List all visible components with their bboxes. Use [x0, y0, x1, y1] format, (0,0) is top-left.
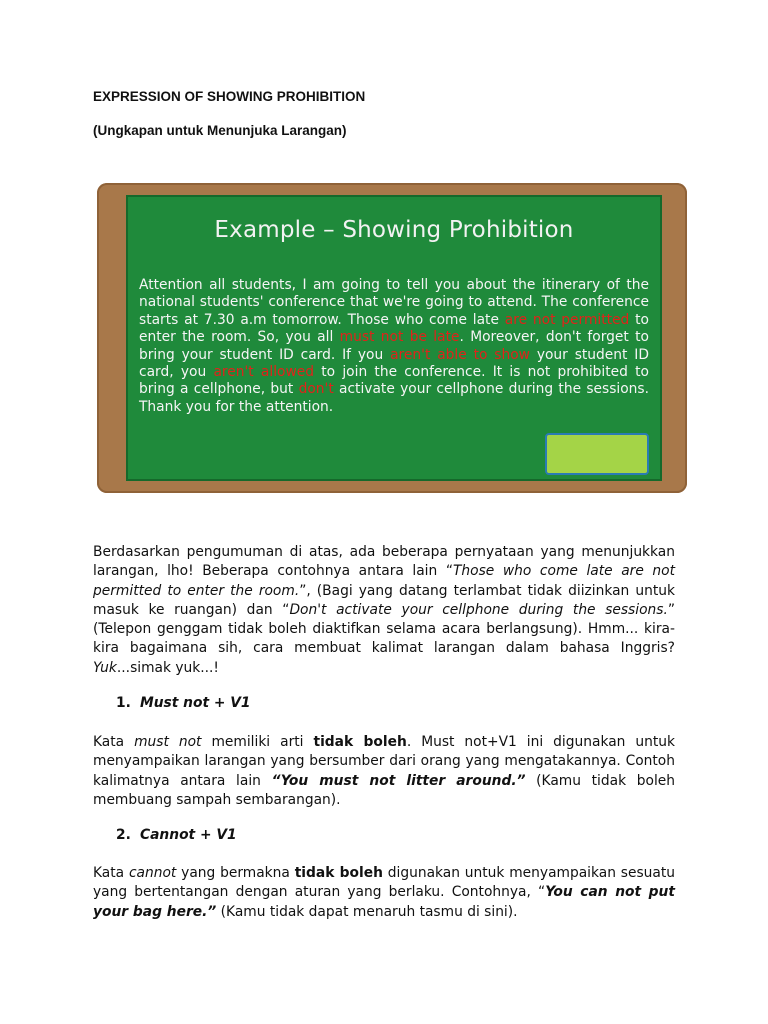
chalkboard-title: Example – Showing Prohibition	[214, 217, 574, 243]
list-number: 2.	[116, 827, 131, 843]
explanation-paragraph	[93, 543, 675, 678]
emphasized-text: Yuk	[93, 659, 117, 676]
list-number: 1.	[116, 695, 131, 711]
paragraph-text: ...simak yuk...!	[116, 659, 219, 676]
announcement-text: Attention all students, I am going to tell you about the itinerary of the national students' conference that we're going to attend. The conference starts at 7.30 a.m tomorrow. Those who come late	[139, 277, 649, 328]
paragraph-text: Berdasarkan pengumuman di atas, ada beberapa pernyataan yang menunjukkan larangan, lho! Beberapa contohnya antara lain “	[93, 544, 675, 580]
list-label: Must not + V1	[140, 695, 251, 711]
highlighted-prohibition-phrase: must not be late	[339, 329, 460, 346]
announcement-text: activate your cellphone during the sessions. Thank you for the attention.	[139, 381, 649, 415]
emphasized-text: tidak boleh	[294, 865, 383, 881]
list-item-cannot	[116, 827, 237, 843]
emphasized-text: You can not put your bag here.”	[93, 884, 675, 920]
paragraph-text: (Kamu tidak boleh membuang sampah sembarangan).	[93, 772, 676, 808]
announcement-text: your student ID card, you	[139, 346, 649, 381]
paragraph-text: yang bermakna	[176, 865, 295, 881]
chalkboard-eraser	[545, 433, 649, 475]
highlighted-prohibition-phrase: aren't allowed	[213, 364, 315, 381]
emphasized-text: “You must not litter around.”	[271, 772, 526, 789]
paragraph-text: . Must not+V1 ini digunakan untuk menyampaikan larangan yang bersumber dari orang yang mengatakannya. Contoh kalimatnya antara lain	[93, 734, 676, 789]
paragraph-text: (Kamu tidak dapat menaruh tasmu di sini).	[216, 903, 518, 920]
emphasized-text: cannot	[128, 865, 177, 881]
chalkboard-announcement	[139, 277, 649, 416]
announcement-text: to enter the room. So, you all	[139, 311, 649, 346]
emphasized-text: Those who come late are not permitted to enter the room.	[93, 563, 675, 599]
must-not-paragraph	[93, 733, 675, 810]
paragraph-text: Kata	[93, 865, 129, 881]
document-subtitle: (Ungkapan untuk Menunjuka Larangan)	[93, 123, 347, 138]
highlighted-prohibition-phrase: aren't able to show	[390, 346, 530, 363]
list-label: Cannot + V1	[140, 827, 237, 843]
list-item-must-not	[116, 695, 251, 711]
highlighted-prohibition-phrase: are not permitted	[504, 311, 630, 328]
emphasized-text: must not	[134, 734, 202, 750]
document-title: EXPRESSION OF SHOWING PROHIBITION	[93, 89, 366, 104]
emphasized-text: tidak boleh	[313, 734, 407, 750]
announcement-text: . Moreover, don't forget to bring your student ID card. If you	[139, 329, 649, 363]
paragraph-text: digunakan untuk menyampaikan sesuatu yang bertentangan dengan aturan yang berlaku. Contohnya, “	[93, 865, 676, 901]
announcement-text: to join the conference. It is not prohibited to bring a cellphone, but	[139, 364, 649, 398]
highlighted-prohibition-phrase: don't	[298, 381, 334, 398]
emphasized-text: Don't activate your cellphone during the sessions.	[289, 601, 668, 618]
cannot-paragraph	[93, 864, 675, 922]
paragraph-text: Kata	[93, 734, 135, 750]
chalkboard-surface	[126, 195, 662, 481]
paragraph-text: ”, (Bagi yang datang terlambat tidak diizinkan untuk masuk ke ruangan) dan “	[93, 582, 675, 618]
paragraph-text: ” (Telepon genggam tidak boleh diaktifkan selama acara berlangsung). Hmm... kira-kira bagaimana sih, cara membuat kalimat larangan dalam bahasa Inggris?	[93, 601, 675, 657]
paragraph-text: memiliki arti	[201, 734, 314, 750]
chalkboard-illustration	[97, 183, 687, 493]
